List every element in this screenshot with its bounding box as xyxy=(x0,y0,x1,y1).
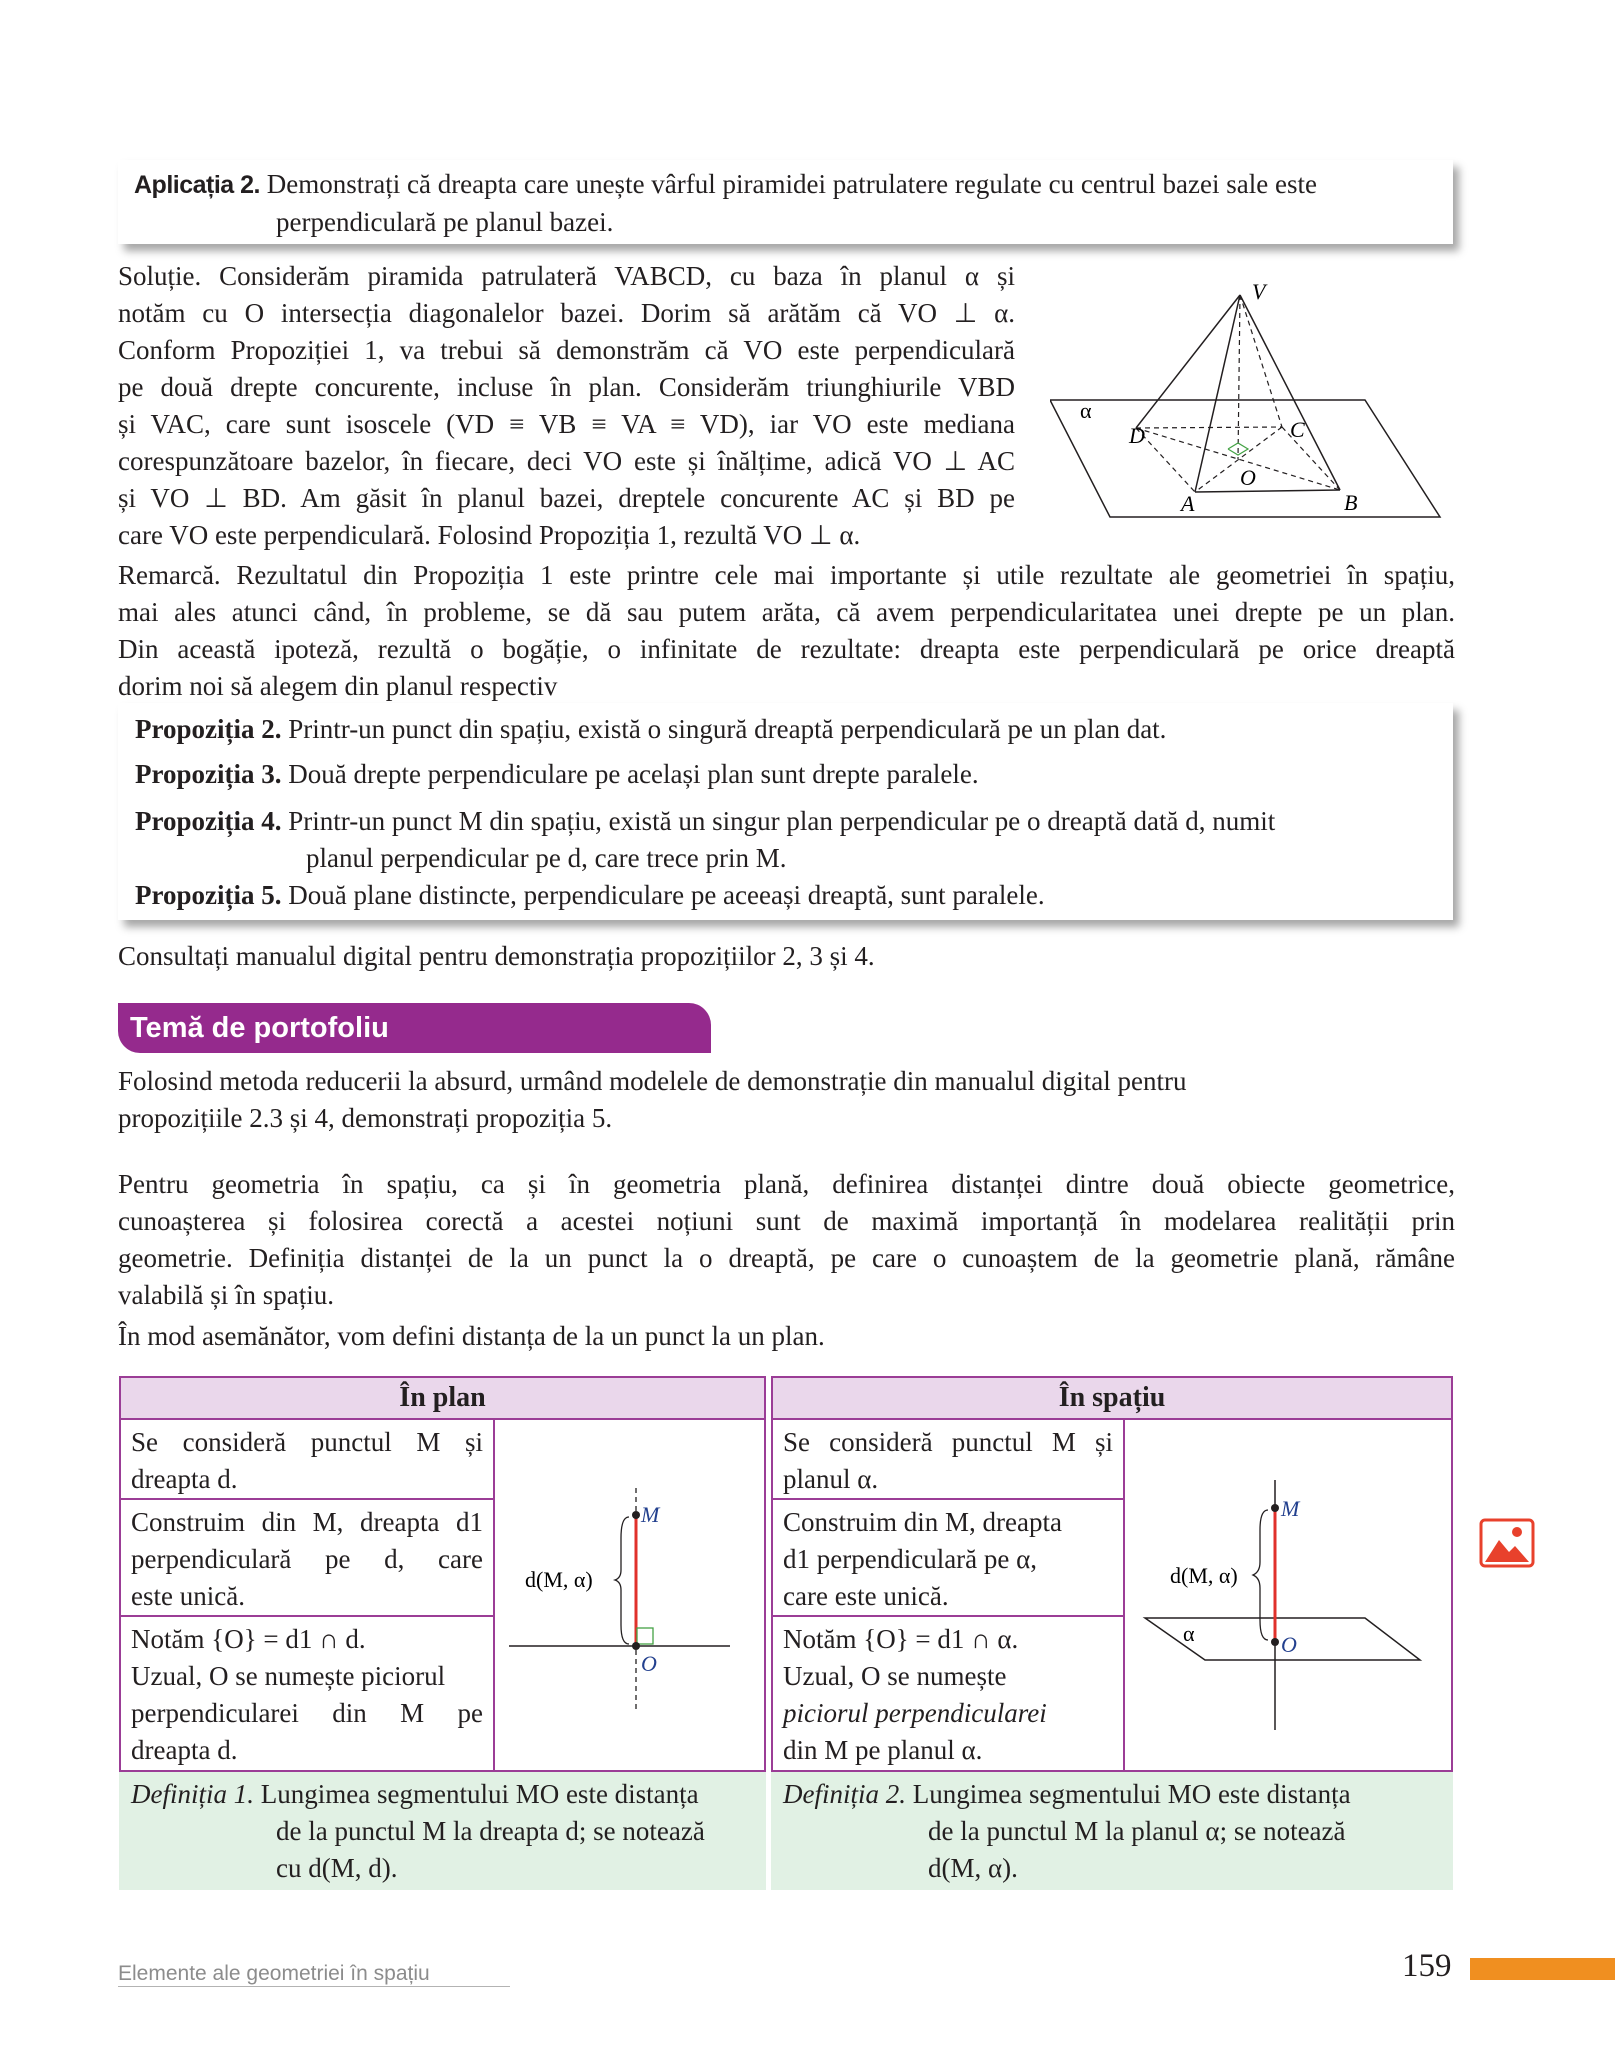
application-text: Demonstrați că dreapta care unește vârful piramidei patrulatere regulate cu centrul bazei sale este xyxy=(266,169,1317,199)
solution-line: și VAC, care sunt isoscele (VD ≡ VB ≡ VA ≡ VD), iar VO este mediana xyxy=(118,409,1015,439)
label-o: O xyxy=(1240,465,1256,490)
header-in-space: În spațiu xyxy=(771,1376,1453,1420)
plane-row-2: Construim din M, dreapta d1 perpendiculară pe d, care este unică. xyxy=(119,1498,495,1617)
remark-text xyxy=(118,557,1455,705)
fig-space-o: O xyxy=(1281,1632,1297,1657)
consult-text: Consultați manualul digital pentru demonstrația propozițiilor 2, 3 și 4. xyxy=(118,941,875,971)
fig-space-alpha: α xyxy=(1183,1621,1195,1646)
label-b: B xyxy=(1344,490,1358,515)
fig-space-dist: d(M, α) xyxy=(1170,1563,1238,1588)
portfolio-title: Temă de portofoliu xyxy=(118,1003,711,1053)
proposition-4: Propoziția 4. Printr-un punct M din spațiu, există un singur plan perpendicular pe o dreaptă dată d, numit xyxy=(135,806,1276,836)
intro-text xyxy=(118,1166,1455,1355)
portfolio-line-1: Folosind metoda reducerii la absurd, urmând modelele de demonstrație din manualul digital pentru xyxy=(118,1066,1187,1096)
application-box xyxy=(118,160,1453,244)
label-d: D xyxy=(1129,423,1145,448)
label-c: C xyxy=(1290,417,1305,442)
proposition-2: Propoziția 2. Printr-un punct din spațiu, există o singură dreaptă perpendiculară pe un plan dat. xyxy=(135,714,1167,744)
application-line-2: perpendiculară pe planul bazei. xyxy=(276,207,614,237)
plane-row-1: Se consideră punctul M și dreapta d. xyxy=(119,1418,495,1500)
label-v: V xyxy=(1252,279,1266,304)
footer-rule xyxy=(118,1986,510,1987)
definition-1: Definiția 1. Lungimea segmentului MO este distanța de la punctul M la dreapta d; se notează cu d(M, d). xyxy=(119,1772,766,1890)
fig-plane-m: M xyxy=(641,1502,660,1527)
intro-line: Pentru geometria în spațiu, ca și în geometria plană, definirea distanței dintre două obiecte geometrice, xyxy=(118,1169,1455,1199)
solution-line: corespunzătoare bazelor, în fiecare, deci VO este și înălțime, adică VO ⊥ AC xyxy=(118,446,1015,476)
plane-row-3: Notăm {O} = d1 ∩ d. Uzual, O se numește piciorul perpendicularei din M pe dreapta d. xyxy=(119,1615,495,1772)
solution-line: pe două drepte concurente, incluse în plan. Considerăm triunghiurile VBD xyxy=(118,372,1015,402)
remark-line: dorim noi să alegem din planul respectiv xyxy=(118,671,558,701)
solution-line: Conform Propoziției 1, va trebui să demonstrăm că VO este perpendiculară xyxy=(118,335,1015,365)
intro-line: geometrie. Definiția distanței de la un punct la o dreaptă, pe care o cunoaștem de la geometrie plană, rămâne xyxy=(118,1243,1455,1273)
fig-plane-dist: d(M, α) xyxy=(525,1567,593,1592)
label-alpha: α xyxy=(1080,398,1092,423)
solution-line: și VO ⊥ BD. Am găsit în planul bazei, dreptele concurente AC și BD pe xyxy=(118,483,1015,513)
space-figure xyxy=(1125,1420,1451,1770)
edge-vb xyxy=(1240,295,1340,490)
solution-line: notăm cu O intersecția diagonalelor bazei. Dorim să arătăm că VO ⊥ α. xyxy=(118,298,1015,328)
portfolio-line-2: propozițiile 2.3 și 4, demonstrați propoziția 5. xyxy=(118,1103,613,1133)
fig-space-m: M xyxy=(1281,1496,1300,1521)
remark-line: mai ales atunci când, în probleme, se dă sau putem arăta, că avem perpendicularitatea unei drepte pe un plan. xyxy=(118,597,1455,627)
proposition-4-line-2: planul perpendicular pe d, care trece prin M. xyxy=(306,843,787,873)
portfolio-text xyxy=(118,1063,1418,1137)
solution-text xyxy=(118,258,1015,554)
plane-alpha-shape xyxy=(1050,400,1440,517)
distance-table xyxy=(119,1376,1453,1890)
image-icon[interactable] xyxy=(1479,1518,1535,1568)
plane-figure xyxy=(495,1420,764,1770)
space-row-1: Se consideră punctul M și planul α. xyxy=(771,1418,1125,1500)
remark-line: Remarcă. Rezultatul din Propoziția 1 este printre cele mai importante și utile rezultate ale geometriei în spațiu, xyxy=(118,560,1455,590)
footer-orange-bar xyxy=(1470,1958,1615,1980)
label-a: A xyxy=(1181,491,1195,516)
definition-2: Definiția 2. Lungimea segmentului MO este distanța de la punctul M la planul α; se notează d(M, α). xyxy=(771,1772,1453,1890)
space-row-3: Notăm {O} = d1 ∩ α. Uzual, O se numește piciorul perpendicularei din M pe planul α. xyxy=(771,1615,1125,1772)
remark-line: Din această ipoteză, rezultă o bogăție, o infinitate de rezultate: dreapta este perpendiculară pe orice dreaptă xyxy=(118,634,1455,664)
space-figure-cell xyxy=(1123,1418,1453,1772)
application-line-1 xyxy=(134,166,1434,204)
solution-line: care VO este perpendiculară. Folosind Propoziția 1, rezultă VO ⊥ α. xyxy=(118,520,861,550)
plane-figure-cell xyxy=(493,1418,766,1772)
page-number: 159 xyxy=(1402,1948,1452,1984)
proposition-5: Propoziția 5. Două plane distincte, perpendiculare pe aceeași dreaptă, sunt paralele. xyxy=(135,880,1045,910)
intro-last-line: În mod asemănător, vom defini distanța de la un punct la un plan. xyxy=(118,1321,825,1351)
pyramid-figure xyxy=(1050,275,1450,530)
space-row-2: Construim din M, dreapta d1 perpendiculară pe α, care este unică. xyxy=(771,1498,1125,1617)
intro-line: valabilă și în spațiu. xyxy=(118,1280,334,1310)
fig-plane-o: O xyxy=(641,1651,657,1676)
application-label: Aplicația 2. xyxy=(134,171,260,199)
proposition-3: Propoziția 3. Două drepte perpendiculare pe același plan sunt drepte paralele. xyxy=(135,759,979,789)
propositions-box xyxy=(118,703,1453,920)
header-in-plan: În plan xyxy=(119,1376,766,1420)
solution-line: Soluție. Considerăm piramida patrulateră VABCD, cu baza în planul α și xyxy=(118,261,1015,291)
intro-line: cunoașterea și folosirea corectă a acestei noțiuni sunt de maximă importanță în modelarea realității prin xyxy=(118,1206,1455,1236)
footer-chapter-title: Elemente ale geometriei în spațiu xyxy=(118,1962,430,1985)
